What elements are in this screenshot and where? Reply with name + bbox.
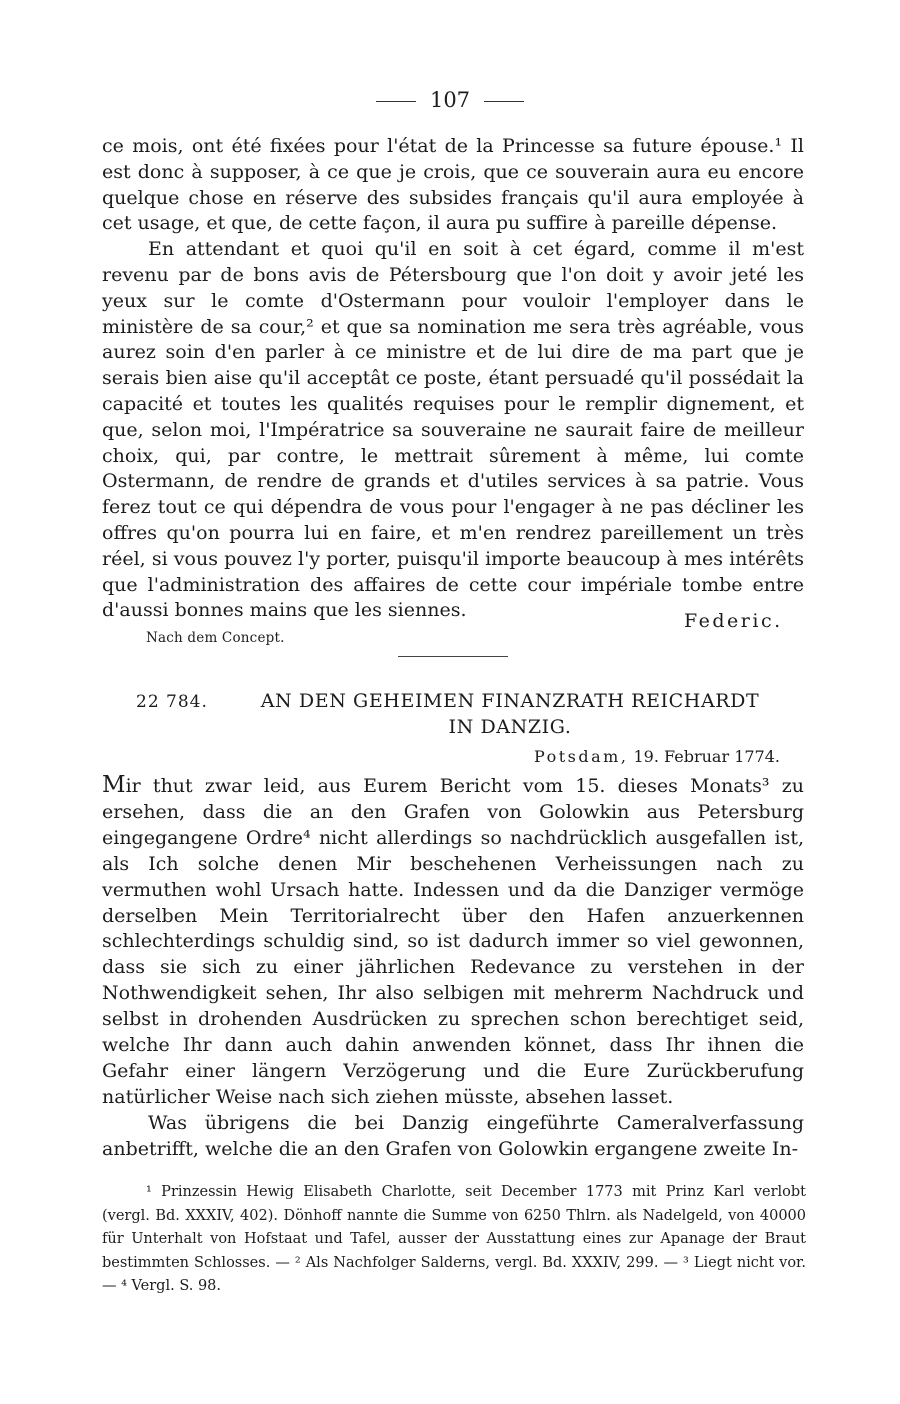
signature: Federic. bbox=[684, 610, 783, 632]
date-place: Potsdam, bbox=[533, 747, 629, 766]
date-day: 19. Februar 1774. bbox=[633, 747, 780, 766]
page-header bbox=[0, 88, 900, 112]
source-note: Nach dem Concept. bbox=[146, 630, 285, 646]
letter-body-german bbox=[102, 773, 804, 1163]
page-number: 107 bbox=[429, 88, 471, 112]
paragraph: Was übrigens die bei Danzig eingeführte Cameralverfassung anbetrifft, welche die an den Grafen von Golowkin ergangene zweite In- bbox=[102, 1111, 804, 1160]
paragraph: ce mois, ont été fixées pour l'état de la Princesse sa future épouse.¹ Il est donc à supposer, à ce que je crois, que ce souverain aura eu encore quelque chose en réserve des subsides français qu'il aura employée à cet usage, et que, de cette façon, il aura pu suffire à pareille dépense. bbox=[102, 135, 804, 235]
letter-title-line: IN DANZIG. bbox=[448, 716, 572, 738]
letter-title-line: AN DEN GEHEIMEN FINANZRATH REICHARDT bbox=[260, 690, 760, 712]
paragraph bbox=[102, 773, 804, 1111]
footnotes bbox=[102, 1181, 806, 1299]
dateline bbox=[0, 747, 780, 766]
letter-body-french bbox=[102, 134, 804, 624]
paragraph: En attendant et quoi qu'il en soit à cet égard, comme il m'est revenu par de bons avis de Pétersbourg que l'on doit y avoir jeté les yeux sur le comte d'Ostermann pour vouloir l'employer dans le ministère de sa cour,² et que sa nomination me sera très agréable, vous aurez soin d'en parler à ce ministre et de lui dire de ma part que je serais bien aise qu'il acceptât ce poste, étant persuadé qu'il possédait la capacité et toutes les qualités requises pour le remplir dignement, et que, selon moi, l'Impératrice sa souveraine ne saurait faire de meilleur choix, qui, par contre, le mettrait sûrement à même, lui comte Ostermann, de rendre de grands et d'utiles services à sa patrie. Vous ferez tout ce qui dépendra de vous pour l'engager à ne pas décliner les offres qu'on pourra lui en faire, et m'en rendrez pareillement un très réel, si vous pouvez l'y porter, puisqu'il importe beaucoup à mes intérêts que l'administration des affaires de cette cour impériale tombe entre d'aussi bonnes mains que les siennes. bbox=[102, 238, 804, 622]
header-rule-right bbox=[484, 101, 524, 102]
header-rule-left bbox=[376, 101, 416, 102]
letter-title bbox=[230, 688, 790, 740]
paragraph-text: ir thut zwar leid, aus Eurem Bericht vom 15. dieses Monats³ zu ersehen, dass die an den Grafen von Golowkin aus Petersburg eingegangene Ordre⁴ nicht allerdings so nachdrücklich ausgefallen ist, als Ich solche denen Mir beschehenen Verheissungen nach zu vermuthen wohl Ursach hatte. Indessen und da die Danziger vermöge derselben Mein Territorialrecht über den Hafen anzuerkennen schlechterdings schuldig sind, so ist dadurch immer so viel gewonnen, dass sie sich zu einer jährlichen Redevance zu verstehen in der Nothwendigkeit sehen, Ihr also selbigen mit mehrerm Nachdruck und selbst in drohenden Ausdrücken zu sprechen schon berechtiget seid, welche Ihr dann auch dahin anwenden könnet, dass Ihr ihnen die Gefahr einer längern Verzögerung und die Eure Zurückberufung natürlicher Weise nach sich ziehen müsste, absehen lasset. bbox=[102, 775, 804, 1108]
section-divider bbox=[398, 656, 508, 657]
footnote-text: ¹ Prinzessin Hewig Elisabeth Charlotte, seit December 1773 mit Prinz Karl verlobt (vergl. Bd. XXXIV, 402). Dönhoff nannte die Summe von 6250 Thlrn. als Nadelgeld, von 40000 für Unterhalt von Hofstaat und Tafel, ausser der Ausstattung eines zur Apanage der Braut bestimmten Schlosses. — ² Als Nachfolger Salderns, vergl. Bd. XXXIV, 299. — ³ Liegt nicht vor. — ⁴ Vergl. S. 98. bbox=[102, 1184, 806, 1294]
initial-letter: M bbox=[102, 772, 126, 798]
letter-number: 22 784. bbox=[136, 692, 208, 712]
